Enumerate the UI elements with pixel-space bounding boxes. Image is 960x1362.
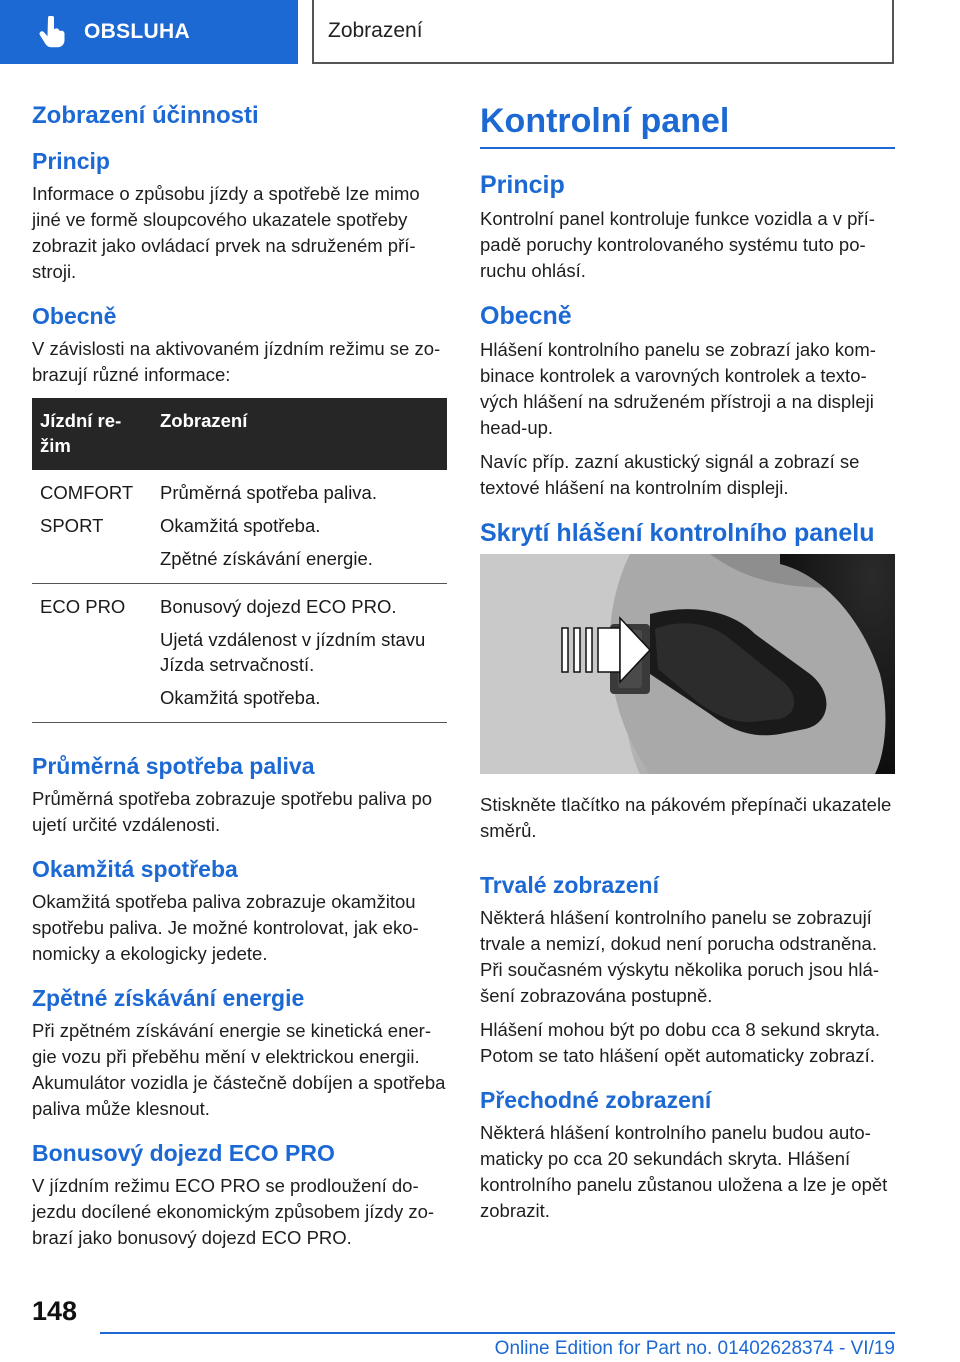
- text-princip-right: Kontrolní panel kontroluje funkce vozidla a v případě poruchy kontrolovaného systému tuto poruchu ohlásí.: [480, 208, 875, 281]
- page-number: 148: [32, 1296, 78, 1326]
- table-header-row: [32, 398, 447, 470]
- turn-signal-lever-image: [480, 554, 895, 774]
- table-header-display: Zobrazení: [152, 398, 447, 470]
- left-column: [32, 96, 447, 1269]
- section-title-check-control: Kontrolní panel: [480, 102, 895, 149]
- footer-divider: [100, 1332, 895, 1334]
- mode-eco-pro: ECO PRO: [40, 596, 126, 617]
- heading-obecne-left: Obecně: [32, 303, 117, 329]
- mode-comfort: COMFORT: [40, 482, 134, 503]
- text-current-consumption: Okamžitá spotřeba paliva zobrazuje okamžitou spotřebu paliva. Je možné kontrolovat, jak ekonomicky a ekologicky jedete.: [32, 891, 419, 964]
- heading-obecne-right: Obecně: [480, 302, 572, 330]
- text-permanent-display-2: Hlášení mohou být po dobu cca 8 sekund skryta. Potom se tato hlášení opět automaticky zobrazí.: [480, 1019, 881, 1066]
- heading-hide-messages: Skrytí hlášení kontrolního panelu: [480, 519, 875, 547]
- text-obecne-right-1: Hlášení kontrolního panelu se zobrazí jako kombinace kontrolek a varovných kontrolek a textových hlášení na sdruženém přístroji a na displeji head-up.: [480, 339, 876, 438]
- text-princip-left: Informace o způsobu jízdy a spotřebě lze mimo jiné ve formě sloupcového ukazatele spotřeby zobrazit jako ovládací prvek na sdruženém přístroji.: [32, 183, 420, 282]
- table-cell-mode: [32, 470, 152, 584]
- heading-eco-pro-bonus: Bonusový dojezd ECO PRO: [32, 1140, 335, 1166]
- hand-pointer-icon: [36, 15, 70, 49]
- text-hide-messages: Stiskněte tlačítko na pákovém přepínači ukazatele směrů.: [480, 794, 892, 841]
- driving-mode-table: [32, 398, 447, 723]
- text-average-consumption: Průměrná spotřeba zobrazuje spotřebu paliva po ujetí určité vzdálenosti.: [32, 788, 433, 835]
- table-row: [32, 584, 447, 723]
- section-label: OBSLUHA: [84, 20, 190, 43]
- section-title-efficiency: Zobrazení účinnosti: [32, 102, 259, 129]
- heading-temporary-display: Přechodné zobrazení: [480, 1087, 712, 1113]
- table-cell-display: [152, 470, 447, 584]
- table-row: [32, 470, 447, 584]
- display-item: Průměrná spotřeba paliva.: [160, 482, 377, 503]
- display-item: Okamžitá spotřeba.: [160, 515, 321, 536]
- table-cell-display: [152, 584, 447, 723]
- text-temporary-display: Některá hlášení kontrolního panelu budou automaticky po cca 20 sekundách skryta. Hlášení kontrolního panelu zůstanou uložena a lze je opět zobrazit.: [480, 1122, 888, 1221]
- text-obecne-left: V závislosti na aktivovaném jízdním režimu se zobrazují různé informace:: [32, 338, 441, 385]
- table-cell-mode: [32, 584, 152, 723]
- display-item: Okamžitá spotřeba.: [160, 687, 321, 708]
- page-footer: [0, 1290, 960, 1362]
- chapter-label: Zobrazení: [328, 19, 423, 42]
- display-item: Zpětné získávání energie.: [160, 548, 373, 569]
- header-section-tab: [0, 0, 298, 64]
- text-obecne-right-2: Navíc příp. zazní akustický signál a zobrazí se textové hlášení na kontrolním displeji.: [480, 451, 860, 498]
- text-eco-pro-bonus: V jízdním režimu ECO PRO se prodloužení dojezdu docílené ekonomickým způsobem jízdy zobrazí jako bonusový dojezd ECO PRO.: [32, 1175, 435, 1248]
- table-header-mode: Jízdní režim: [32, 398, 152, 470]
- display-item: Bonusový dojezd ECO PRO.: [160, 596, 397, 617]
- heading-energy-recovery: Zpětné získávání energie: [32, 985, 305, 1011]
- heading-princip-right: Princip: [480, 171, 565, 199]
- text-permanent-display-1: Některá hlášení kontrolního panelu se zobrazují trvale a nemizí, dokud není porucha odstraněna. Při současném výskytu několika poruch jsou hlášení zobrazována postupně.: [480, 907, 879, 1006]
- mode-sport: SPORT: [40, 515, 104, 536]
- display-item: Ujetá vzdálenost v jízdním stavu Jízda setrvačností.: [160, 629, 426, 675]
- right-column: [480, 96, 895, 1242]
- text-energy-recovery: Při zpětném získávání energie se kinetická energie vozu při přeběhu mění v elektrickou energii. Akumulátor vozidla je částečně dobíjen a spotřeba paliva může klesnout.: [32, 1020, 446, 1119]
- heading-princip-left: Princip: [32, 148, 110, 174]
- edition-info: Online Edition for Part no. 01402628374 - VI/19: [494, 1338, 895, 1359]
- heading-current-consumption: Okamžitá spotřeba: [32, 856, 238, 882]
- heading-average-consumption: Průměrná spotřeba paliva: [32, 753, 315, 779]
- header-chapter: [312, 0, 894, 64]
- heading-permanent-display: Trvalé zobrazení: [480, 872, 659, 898]
